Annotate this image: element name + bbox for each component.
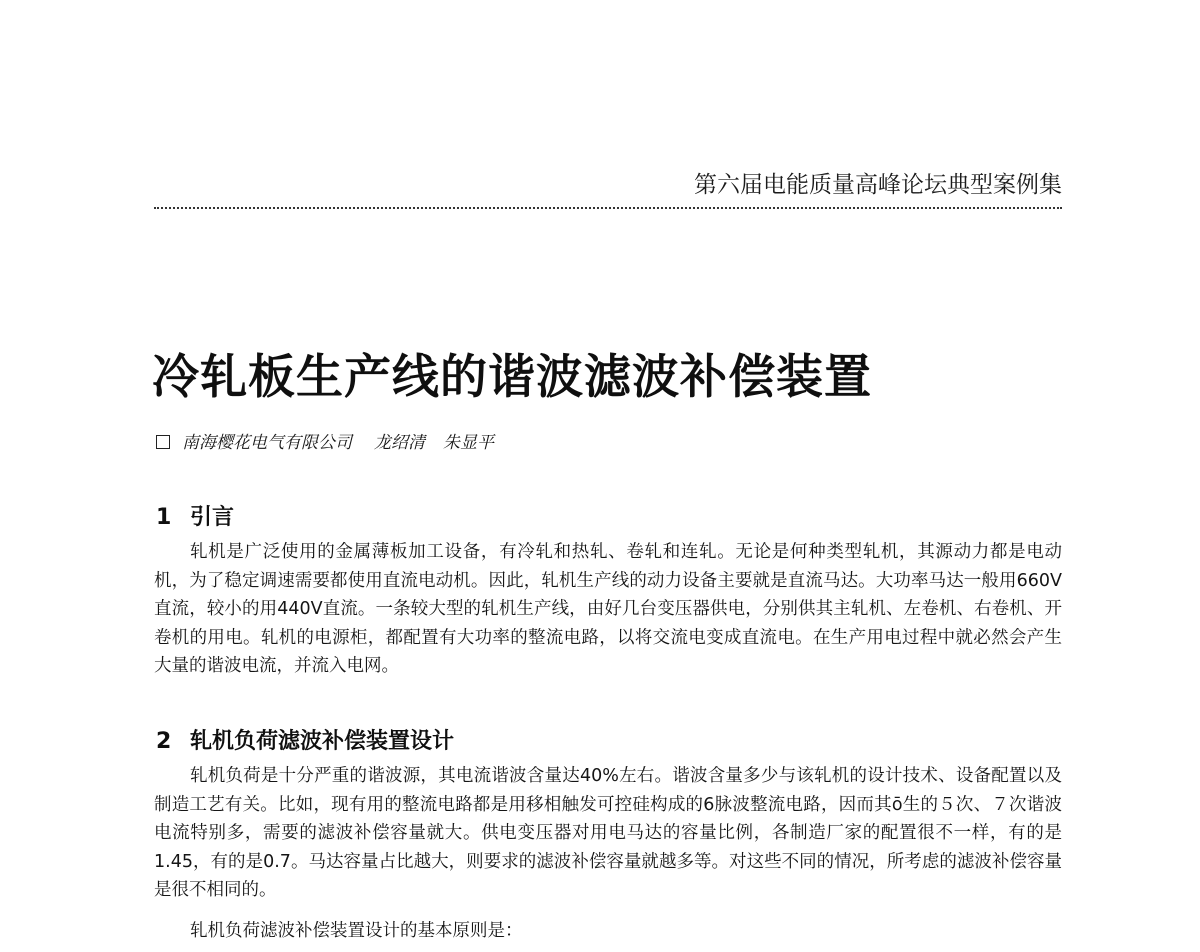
section-heading	[156, 500, 234, 531]
section-title: 引言	[190, 505, 235, 530]
paragraph: 轧机是广泛使用的金属薄板加工设备，有冷轧和热轧、卷轧和连轧。无论是何种类型轧机，其源动力都是电动机，为了稳定调速需要都使用直流电动机。因此，轧机生产线的动力设备主要就是直流马达。大功率马达一般用660V直流，较小的用440V直流。一条较大型的轧机生产线，由好几台变压器供电，分别供其主轧机、左卷机、右卷机、开卷机的用电。轧机的电源柜，都配置有大功率的整流电路，以将交流电变成直流电。在生产用电过程中就必然会产生大量的谐波电流，并流入电网。	[154, 542, 1062, 676]
byline	[156, 428, 494, 453]
paragraph: 轧机负荷滤波补偿装置设计的基本原则是：	[190, 921, 523, 941]
running-header: 第六届电能质量高峰论坛典型案例集	[694, 172, 1062, 198]
section-number: 1	[156, 505, 172, 530]
section-number: 2	[156, 729, 172, 754]
author-name: 龙绍清	[374, 433, 425, 453]
section-heading	[156, 724, 454, 755]
paragraph: 轧机负荷是十分严重的谐波源，其电流谐波含量达40%左右。谐波含量多少与该轧机的设计技术、设备配置以及制造工艺有关。比如，现有用的整流电路都是用移相触发可控硅构成的6脉波整流电路，因而其ō生的５次、７次谐波电流特别多，需要的滤波补偿容量就大。供电变压器对用电马达的容量比例，各制造厂家的配置很不一样，有的是1.45，有的是0.7。马达容量占比越大，则要求的滤波补偿容量就越多等。对这些不同的情况，所考虑的滤波补偿容量是很不相同的。	[154, 766, 1062, 900]
affiliation: 南海樱花电气有限公司	[182, 433, 352, 453]
section-title: 轧机负荷滤波补偿装置设计	[190, 729, 455, 754]
header-divider	[154, 207, 1062, 209]
author-name: 朱显平	[443, 433, 494, 453]
article-title: 冷轧板生产线的谐波滤波补偿装置	[152, 350, 872, 405]
square-bullet-icon	[156, 435, 170, 449]
